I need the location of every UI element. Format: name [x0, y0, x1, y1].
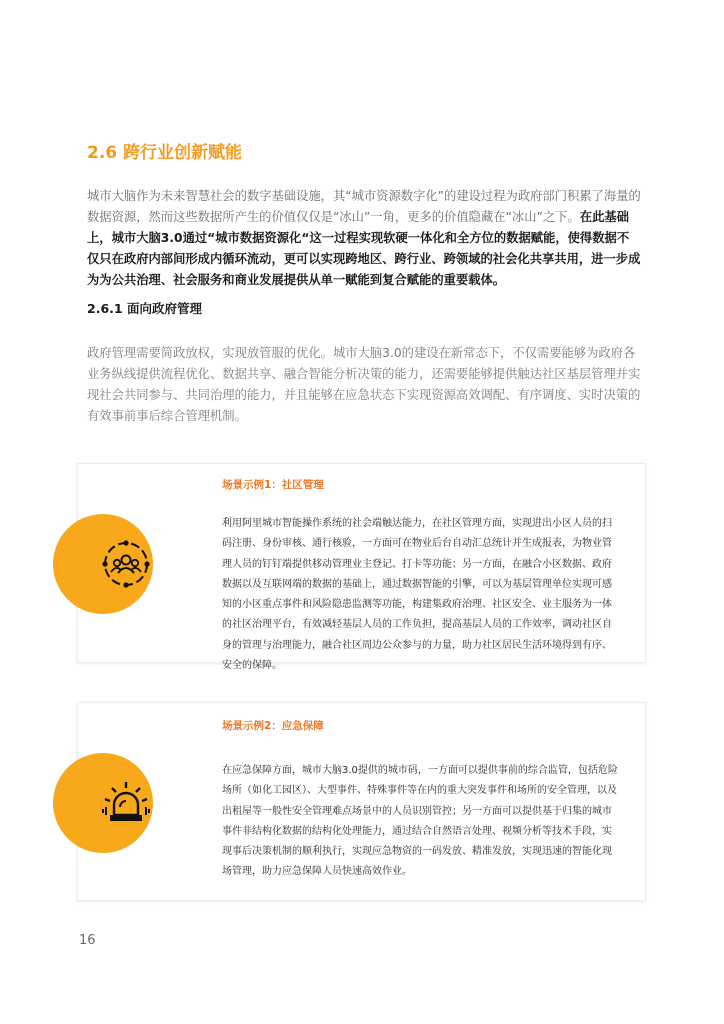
page-number: 16 [79, 933, 96, 948]
alarm-siren-icon [91, 768, 161, 838]
card-text: 在应急保障方面，城市大脑3.0提供的城市码，一方面可以提供事前的综合监管，包括危险场所（如化工园区）、大型事件、特殊事件等在内的重大突发事件和场所的安全管理，以及出租屋等一般性安全管理难点场景中的人员识别管控；另一方面可以提供基于归集的城市事件非结构化数据的结构化处理能力，通过结合自然语言处理、视频分析等技术手段，实现事后决策机制的顺利执行，实现应急物资的一码发放、精准发放，实现迅速的智能化现场管理，助力应急保障人员快速高效作业。 [222, 765, 618, 878]
subsection-title: 2.6.1 面向政府管理 [87, 301, 202, 316]
intro-paragraph [87, 186, 641, 291]
section-title: 2.6 跨行业创新赋能 [87, 143, 243, 163]
community-people-icon [91, 529, 161, 599]
scenario-card-community [77, 463, 646, 672]
card-title: 场景示例2：应急保障 [222, 720, 324, 732]
intro-bold-text: 在此基础上，城市大脑3.0通过“城市数据资源化“这一过程实现软硬一体化和全方位的数据赋能，使得数据不仅只在政府内部间形成内循环流动，更可以实现跨地区、跨行业、跨领域的社会化共享共用，进一步成为为公共治理、社会服务和商业发展提供从单一赋能到复合赋能的重要载体。 [87, 210, 641, 287]
intro-lead-text: 城市大脑作为未来智慧社会的数字基础设施，其“城市资源数字化”的建设过程为政府部门积累了海量的数据资源，然而这些数据所产生的价值仅仅是“冰山”一角，更多的价值隐藏在“冰山”之下。 [87, 189, 641, 224]
subsection-paragraph: 政府管理需要简政放权，实现放管服的优化。城市大脑3.0的建设在新常态下，不仅需要能够为政府各业务纵线提供流程优化、数据共享、融合智能分析决策的能力，还需要能够提供触达社区基层管理并实现社会共同参与、共同治理的能力，并且能够在应急状态下实现资源高效调配、有序调度、实时决策的有效事前事后综合管理机制。 [87, 346, 641, 423]
card-text: 利用阿里城市智能操作系统的社会端触达能力，在社区管理方面，实现进出小区人员的扫码注册、身份审核、通行核验，一方面可在物业后台自动汇总统计并生成报表，为物业管理人员的钉钉端提供移动管理业主登记、打卡等功能；另一方面，在融合小区数据、政府数据以及互联网端的数据的基础上，通过数据智能的引擎，可以为基层管理单位实现可感知的小区重点事件和风险隐患监测等功能，构建集政府治理、社区安全、业主服务为一体的社区治理平台，有效减轻基层人员的工作负担，提高基层人员的工作效率，调动社区自身的管理与治理能力，融合社区周边公众参与的力量，助力社区居民生活环境得到有序、安全的保障。 [222, 518, 612, 672]
scenario-card-emergency [77, 702, 646, 901]
card-title: 场景示例1：社区管理 [222, 479, 324, 491]
